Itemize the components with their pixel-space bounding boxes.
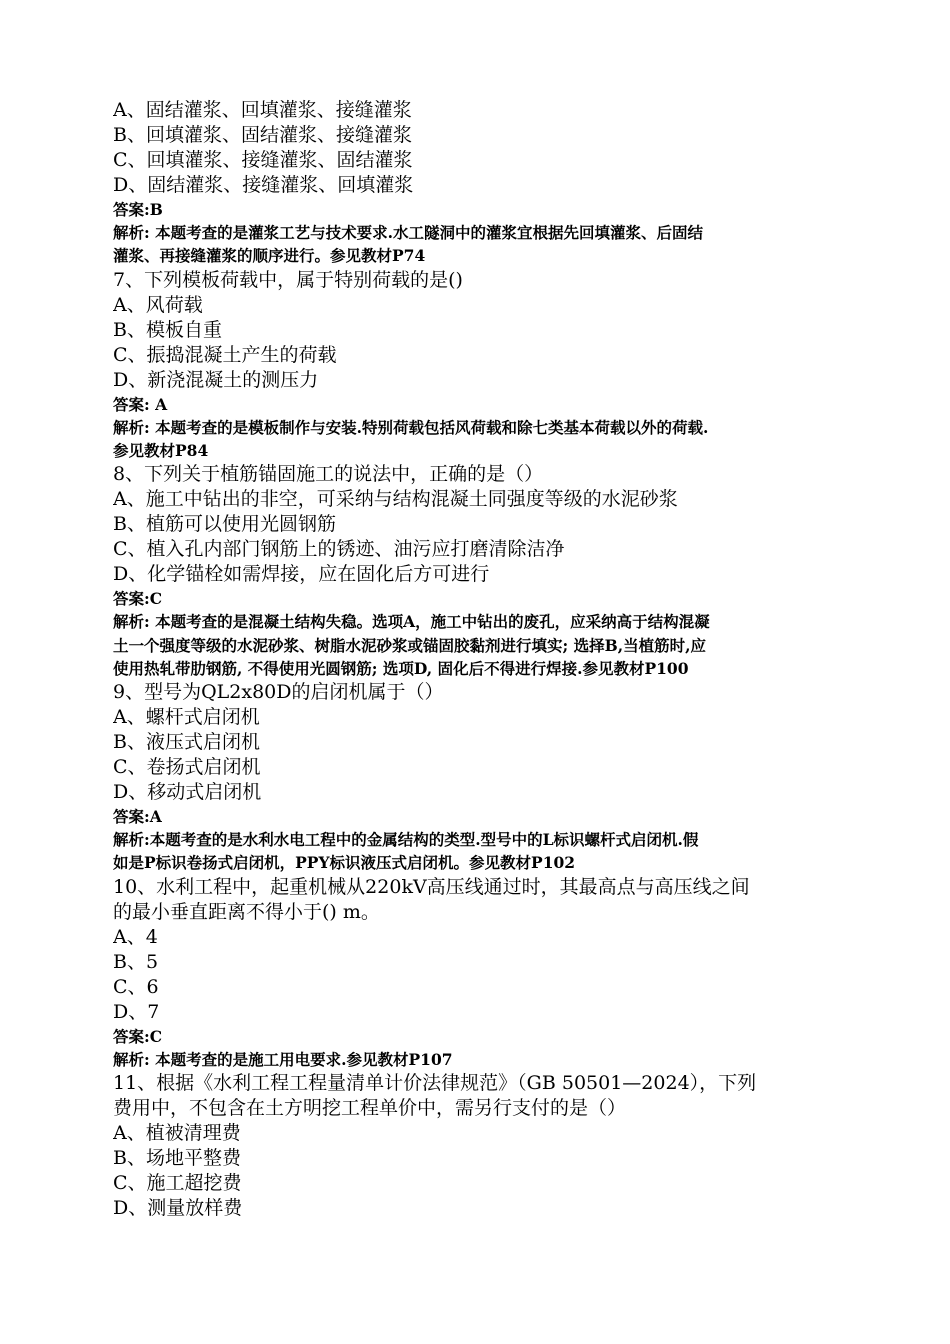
option-line: A、施工中钻出的非空，可采纳与结构混凝土同强度等级的水泥砂浆 [113,488,678,511]
explanation-line: 参见教材P84 [113,441,209,461]
explanation-line: 解析: 本题考查的是模板制作与安装.特别荷载包括风荷载和除七类基本荷载以外的荷载. [113,417,709,437]
question-text: 8、下列关于植筋锚固施工的说法中，正确的是（） [113,463,544,486]
question-text: 的最小垂直距离不得小于() m。 [113,900,380,923]
question-text: 11、根据《水利工程工程量清单计价法律规范》（GB 50501—2024），下列 [113,1072,757,1095]
explanation-line: 灌浆、再接缝灌浆的顺序进行。参见教材P74 [113,246,426,266]
option-line: A、螺杆式启闭机 [113,706,260,729]
explanation-line: 解析: 本题考查的是混凝土结构失稳。选项A，施工中钻出的废孔，应采纳高于结构混凝 [113,612,710,632]
option-line: D、测量放样费 [113,1197,243,1220]
answer-line: 答案:B [113,200,163,219]
question-list [113,98,858,1221]
option-line: B、回填灌浆、固结灌浆、接缝灌浆 [113,124,412,146]
question-text: 费用中，不包含在土方明挖工程单价中，需另行支付的是（） [113,1097,627,1120]
answer-line: 答案: A [113,394,168,414]
question-text: 7、下列模板荷载中，属于特别荷载的是() [113,268,463,291]
question-text: 10、水利工程中，起重机械从220kV高压线通过时，其最高点与高压线之间 [113,875,750,898]
option-line: C、植入孔内部门钢筋上的锈迹、油污应打磨清除洁净 [113,538,565,561]
option-line: B、场地平整费 [113,1147,241,1170]
answer-line: 答案:C [113,589,163,609]
option-line: B、5 [113,950,159,973]
option-line: A、固结灌浆、回填灌浆、接缝灌浆 [113,99,412,121]
option-line: B、模板自重 [113,318,222,341]
option-line: A、4 [113,925,158,948]
option-line: C、卷扬式启闭机 [113,756,261,779]
question-text: 9、型号为QL2x80D的启闭机属于（） [113,681,444,704]
option-line: A、风荷载 [113,293,203,316]
option-line: B、植筋可以使用光圆钢筋 [113,513,336,536]
option-line: A、植被清理费 [113,1122,241,1145]
option-line: C、回填灌浆、接缝灌浆、固结灌浆 [113,149,413,171]
explanation-line: 如是P标识卷扬式启闭机，PPY标识液压式启闭机。参见教材P102 [113,853,576,873]
answer-line: 答案:A [113,807,162,827]
option-line: C、6 [113,975,159,998]
explanation-line: 解析: 本题考查的是施工用电要求.参见教材P107 [113,1049,453,1069]
option-line: D、移动式启闭机 [113,781,262,804]
option-line: D、新浇混凝土的测压力 [113,368,319,391]
explanation-line: 解析: 本题考查的是灌浆工艺与技术要求.水工隧洞中的灌浆宜根据先回填灌浆、后固结 [113,223,704,243]
option-line: D、化学锚栓如需焊接，应在固化后方可进行 [113,563,490,586]
explanation-line: 土一个强度等级的水泥砂浆、树脂水泥砂浆或锚固胶黏剂进行填实; 选择B,当植筋时,应 [113,635,707,655]
answer-line: 答案:C [113,1026,163,1046]
option-line: D、7 [113,1000,160,1023]
option-line: C、施工超挖费 [113,1172,242,1195]
option-line: C、振捣混凝土产生的荷载 [113,343,337,366]
option-line: B、液压式启闭机 [113,731,260,754]
explanation-line: 使用热轧带肋钢筋, 不得使用光圆钢筋; 选项D, 固化后不得进行焊接.参见教材P100 [113,658,689,678]
option-line: D、固结灌浆、接缝灌浆、回填灌浆 [113,174,414,196]
explanation-line: 解析:本题考查的是水利水电工程中的金属结构的类型.型号中的L标识螺杆式启闭机.假 [113,830,699,850]
